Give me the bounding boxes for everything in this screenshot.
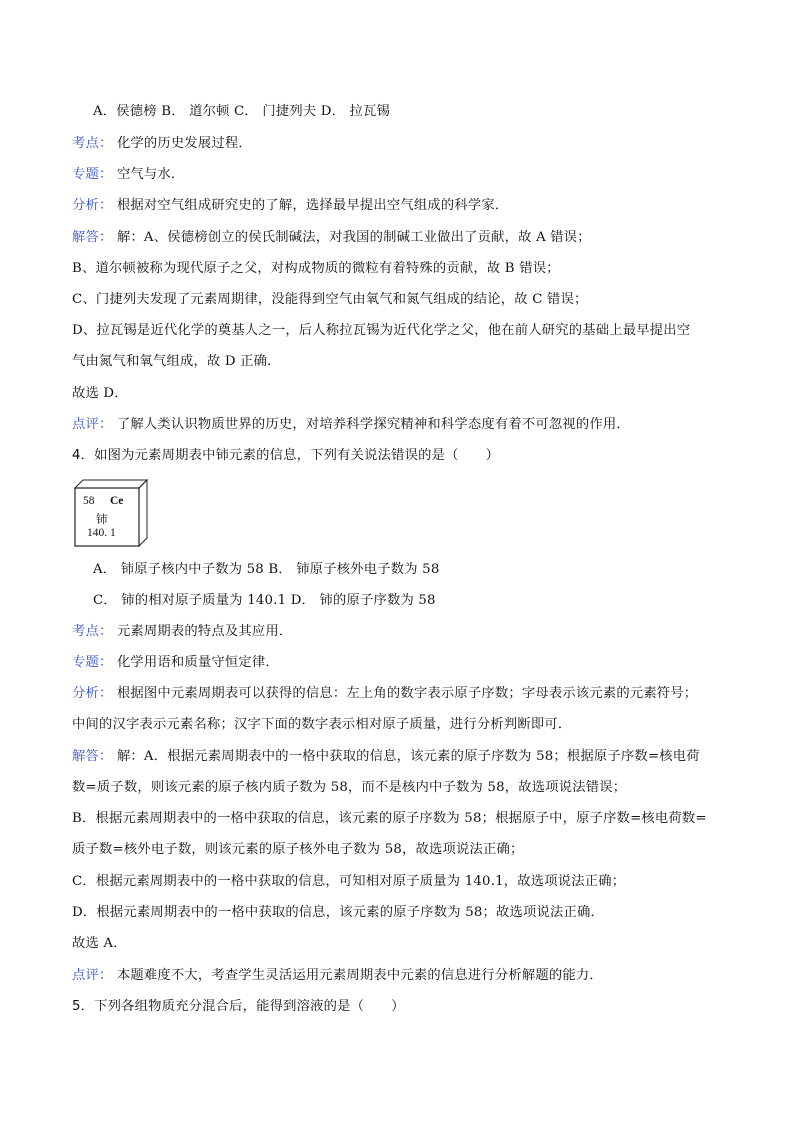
jieda-text: 解：A．根据元素周期表中的一格中获取的信息，该元素的原子序数为 58；根据原子序数=核电荷 [116, 749, 700, 764]
q4-answer: 故选 A． [72, 936, 127, 951]
q4-jieda-b-1: B．根据元素周期表中的一格中获取的信息，该元素的原子序数为 58；根据原子中，原子序数=核电荷数= [72, 811, 707, 826]
q3-dianping-row [72, 415, 630, 435]
q4-stem: 4．如图为元素周期表中铈元素的信息，下列有关说法错误的是（ ） [72, 448, 500, 463]
q4-fenxi-row [72, 684, 697, 704]
fenxi-text: 根据图中元素周期表可以获得的信息：左上角的数字表示原子序数；字母表示该元素的元素符号； [116, 686, 698, 701]
dianping-label: 点评： [72, 968, 113, 983]
kaodian-text: 元素周期表的特点及其应用． [116, 624, 293, 639]
kaodian-label: 考点： [72, 624, 113, 639]
q4-options-cd: C． 铈的相对原子质量为 140.1 D． 铈的原子序数为 58 [93, 593, 436, 608]
q3-jieda-c: C、门捷列夫发现了元素周期律，没能得到空气由氧气和氮气组成的结论，故 C 错误； [72, 292, 588, 307]
element-number: 58 [83, 495, 95, 507]
q3-options: A．侯德榜 B． 道尔顿 C． 门捷列夫 D． 拉瓦锡 [93, 104, 391, 119]
q4-jieda-row [72, 747, 700, 767]
dianping-text: 本题难度不大，考查学生灵活运用元素周期表中元素的信息进行分析解题的能力． [116, 968, 603, 983]
dianping-text: 了解人类认识物质世界的历史，对培养科学探究精神和科学态度有着不可忽视的作用． [116, 417, 630, 432]
q4-zhuanti-row [72, 653, 279, 673]
q5-stem: 5．下列各组物质充分混合后，能得到溶液的是（ ） [72, 999, 405, 1014]
q4-jieda-d: D．根据元素周期表中的一格中获取的信息，该元素的原子序数为 58；故选项说法正确． [72, 905, 604, 920]
q3-jieda-row [72, 228, 591, 248]
q4-jieda-a-2: 数=质子数，则该元素的原子核内质子数为 58，而不是核内中子数为 58，故选项说法错误； [72, 780, 627, 795]
q3-jieda-d-2: 气由氮气和氧气组成，故 D 正确． [72, 354, 281, 369]
zhuanti-text: 化学用语和质量守恒定律． [116, 655, 279, 670]
jieda-text: 解：A、侯德榜创立的侯氏制碱法，对我国的制碱工业做出了贡献，故 A 错误； [116, 230, 591, 245]
element-cell-figure [75, 480, 147, 546]
q4-jieda-c: C．根据元素周期表中的一格中获取的信息，可知相对原子质量为 140.1，故选项说法正确； [72, 874, 626, 889]
q3-answer: 故选 D． [72, 386, 128, 401]
q3-zhuanti-row [72, 165, 184, 185]
fenxi-label: 分析： [72, 198, 113, 213]
q3-fenxi-row [72, 196, 508, 216]
jieda-label: 解答： [72, 230, 113, 245]
zhuanti-label: 专题： [72, 655, 113, 670]
kaodian-text: 化学的历史发展过程． [116, 136, 252, 151]
q3-jieda-b: B、道尔顿被称为现代原子之父，对构成物质的微粒有着特殊的贡献，故 B 错误； [72, 261, 560, 276]
element-symbol: Ce [110, 495, 124, 507]
q4-options-ab: A． 铈原子核内中子数为 58 B． 铈原子核外电子数为 58 [93, 562, 440, 577]
jieda-label: 解答： [72, 749, 113, 764]
q3-kaodian-row [72, 134, 252, 154]
dianping-label: 点评： [72, 417, 113, 432]
kaodian-label: 考点： [72, 136, 113, 151]
q3-jieda-d-1: D、拉瓦锡是近代化学的奠基人之一，后人称拉瓦锡为近代化学之父，他在前人研究的基础上最早提出空 [72, 323, 691, 338]
q4-jieda-b-2: 质子数=核外电子数，则该元素的原子核外电子数为 58，故选项说法正确； [72, 842, 524, 857]
zhuanti-label: 专题： [72, 167, 113, 182]
fenxi-label: 分析： [72, 686, 113, 701]
cube-outline [75, 480, 155, 552]
q4-fenxi-2: 中间的汉字表示元素名称；汉字下面的数字表示相对原子质量，进行分析判断即可． [72, 717, 572, 732]
q4-dianping-row [72, 966, 603, 986]
element-mass: 140. 1 [87, 527, 116, 539]
element-name: 铈 [96, 512, 108, 526]
zhuanti-text: 空气与水． [116, 167, 185, 182]
q4-kaodian-row [72, 622, 292, 642]
fenxi-text: 根据对空气组成研究史的了解，选择最早提出空气组成的科学家． [116, 198, 509, 213]
